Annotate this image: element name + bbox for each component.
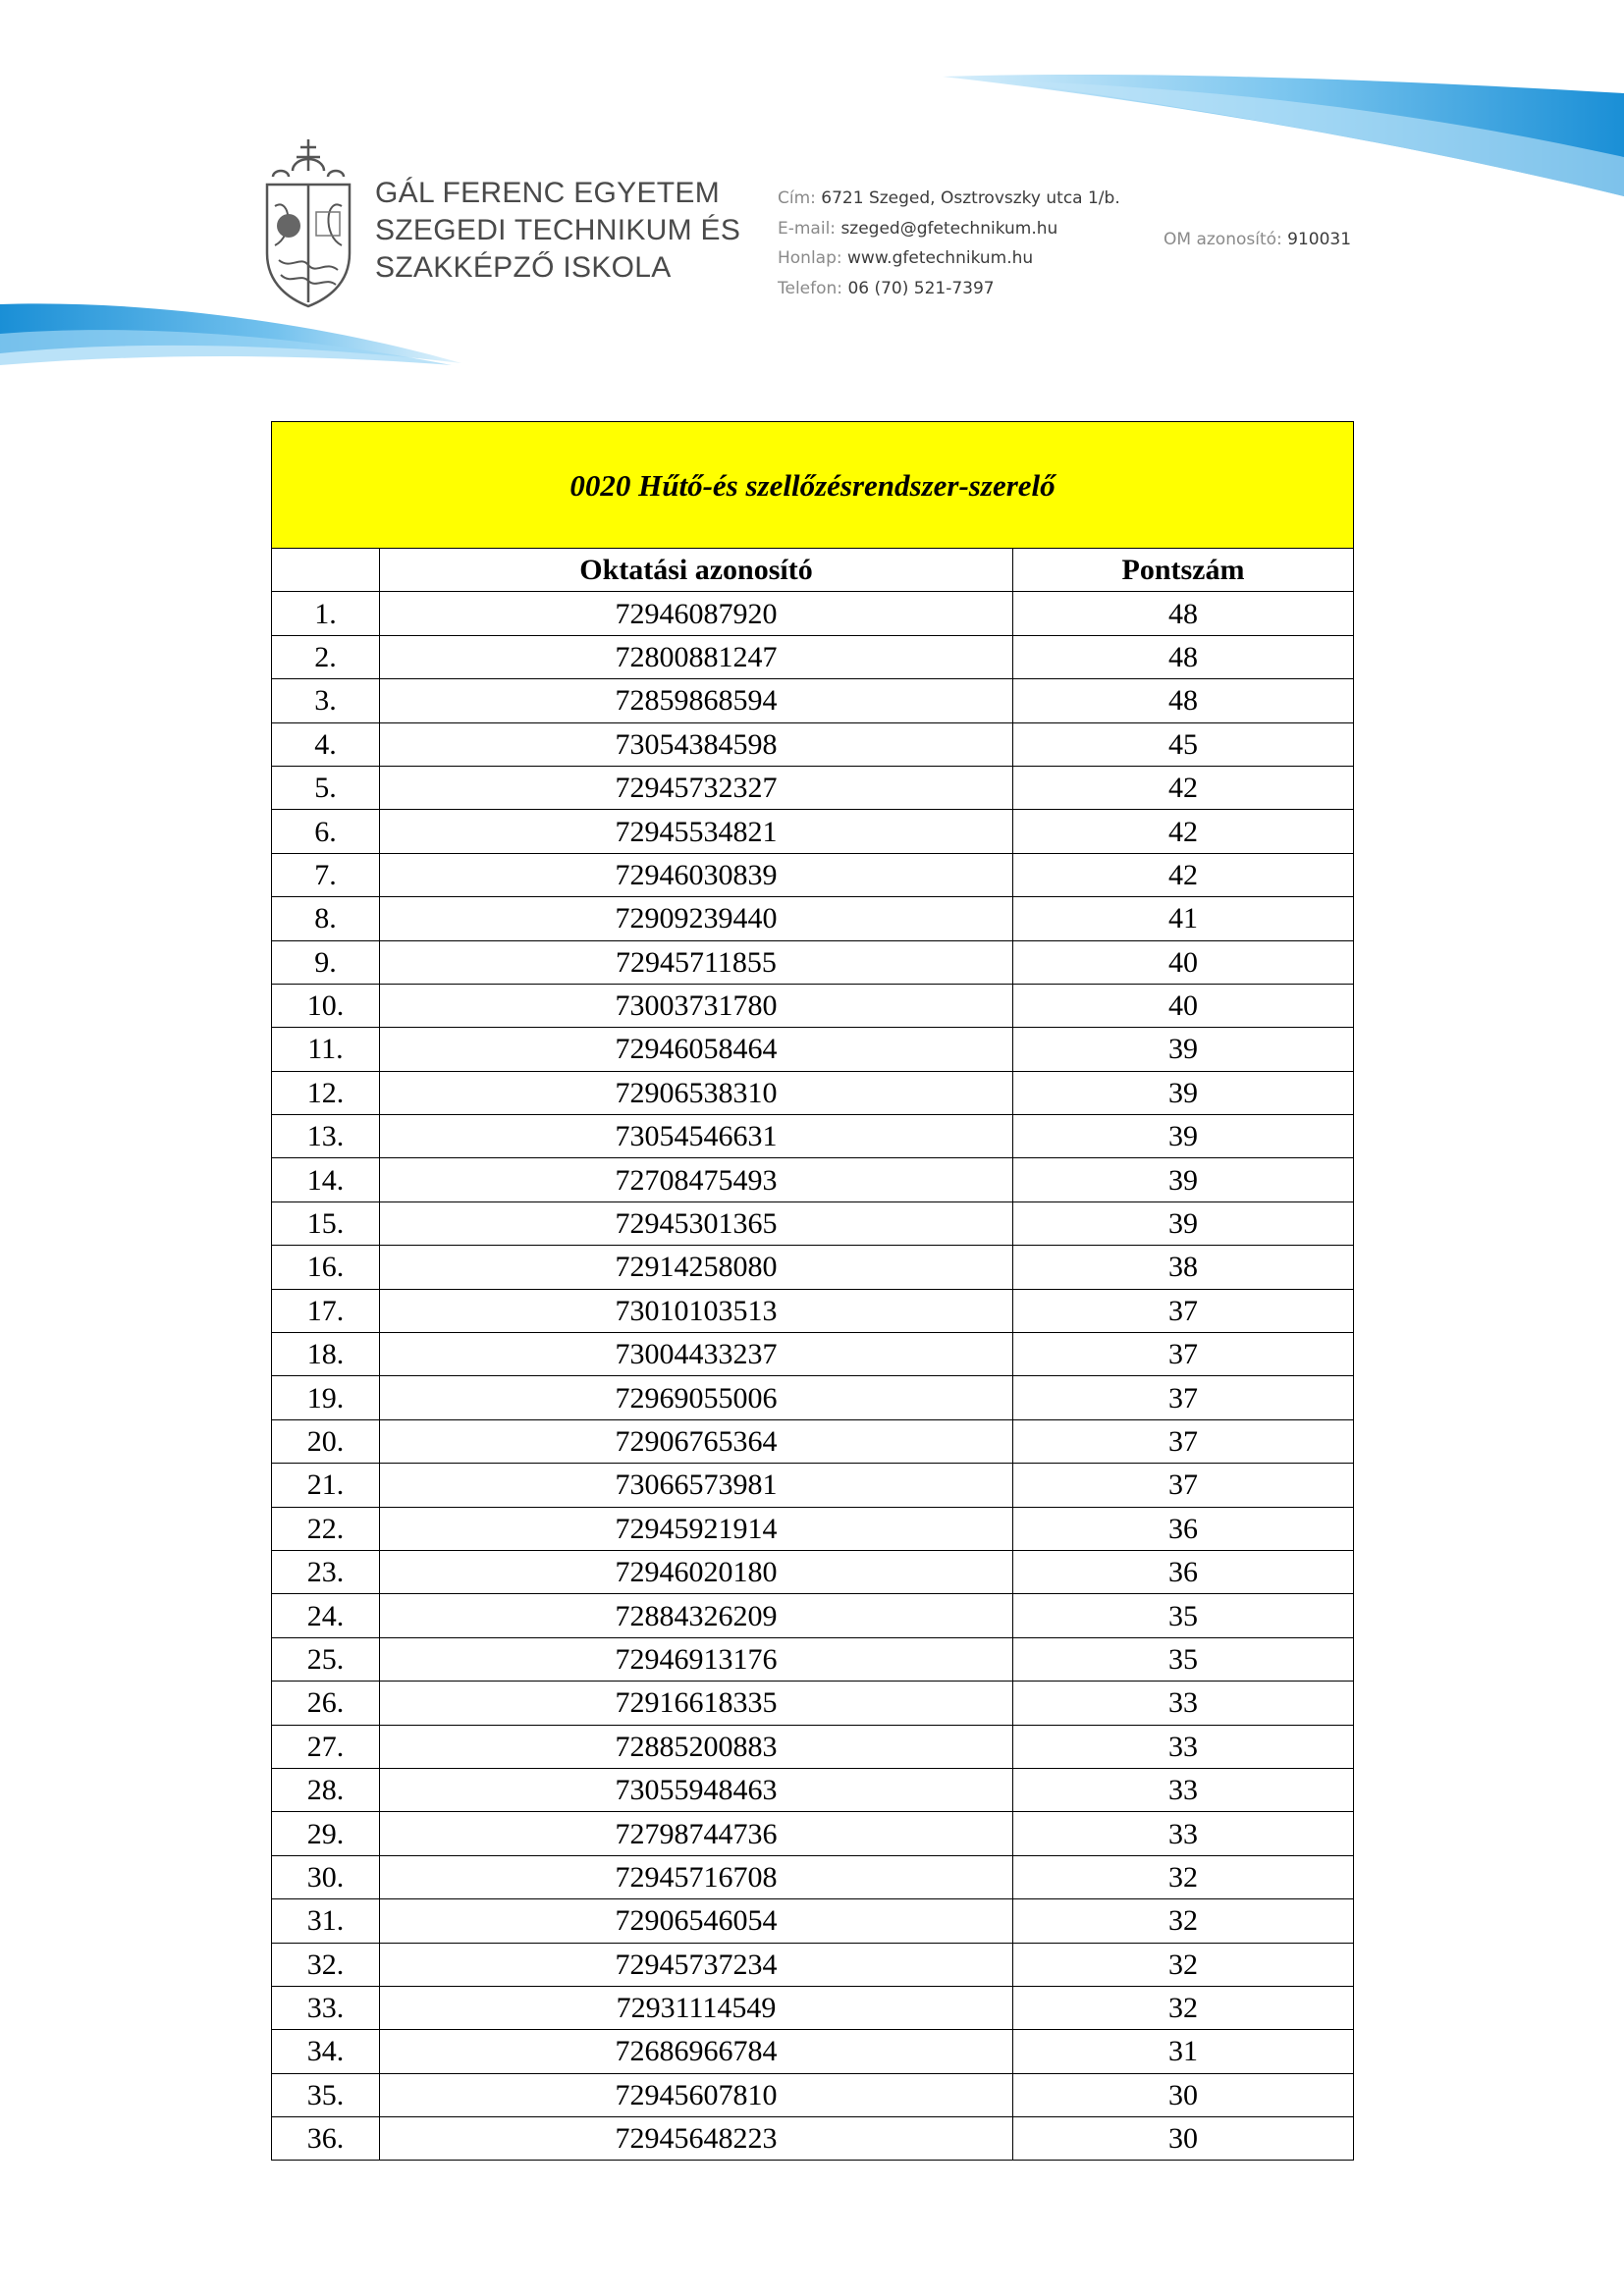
education-id-cell: 72909239440	[380, 897, 1013, 940]
table-row	[272, 1507, 1354, 1550]
education-id-cell: 72945921914	[380, 1507, 1013, 1550]
rank-cell: 36.	[272, 2117, 380, 2161]
education-id-cell: 73004433237	[380, 1333, 1013, 1376]
rank-cell: 34.	[272, 2030, 380, 2073]
table-row	[272, 679, 1354, 722]
rank-cell: 19.	[272, 1376, 380, 1419]
education-id-cell: 72708475493	[380, 1158, 1013, 1201]
table-row	[272, 853, 1354, 896]
table-row	[272, 1333, 1354, 1376]
score-cell: 30	[1013, 2117, 1354, 2161]
score-cell: 36	[1013, 1507, 1354, 1550]
table-row	[272, 1201, 1354, 1245]
education-id-cell: 73054384598	[380, 722, 1013, 766]
education-id-cell: 72945737234	[380, 1943, 1013, 1986]
table-row	[272, 1419, 1354, 1463]
rank-cell: 30.	[272, 1855, 380, 1898]
score-cell: 35	[1013, 1637, 1354, 1681]
rank-cell: 1.	[272, 592, 380, 635]
rank-cell: 6.	[272, 810, 380, 853]
rank-cell: 9.	[272, 940, 380, 984]
table-row	[272, 1943, 1354, 1986]
table-row	[272, 1464, 1354, 1507]
om-identifier: OM azonosító: 910031	[1164, 230, 1352, 249]
score-cell: 36	[1013, 1550, 1354, 1593]
rank-cell: 4.	[272, 722, 380, 766]
education-id-cell: 72945711855	[380, 940, 1013, 984]
table-row	[272, 1768, 1354, 1811]
score-cell: 32	[1013, 1986, 1354, 2029]
rank-cell: 35.	[272, 2073, 380, 2116]
rank-cell: 29.	[272, 1812, 380, 1855]
education-id-cell: 72686966784	[380, 2030, 1013, 2073]
score-cell: 38	[1013, 1246, 1354, 1289]
school-name-line-3: SZAKKÉPZŐ ISKOLA	[375, 251, 672, 284]
table-row	[272, 1899, 1354, 1943]
table-row	[272, 2030, 1354, 2073]
table-row	[272, 1637, 1354, 1681]
table-row	[272, 1115, 1354, 1158]
education-id-cell: 72914258080	[380, 1246, 1013, 1289]
education-id-cell: 72946030839	[380, 853, 1013, 896]
score-cell: 33	[1013, 1682, 1354, 1725]
education-id-cell: 73055948463	[380, 1768, 1013, 1811]
table-row	[272, 940, 1354, 984]
education-id-cell: 72946913176	[380, 1637, 1013, 1681]
education-id-cell: 72859868594	[380, 679, 1013, 722]
score-cell: 40	[1013, 940, 1354, 984]
score-cell: 32	[1013, 1943, 1354, 1986]
education-id-cell: 72946020180	[380, 1550, 1013, 1593]
rank-cell: 2.	[272, 635, 380, 678]
score-cell: 39	[1013, 1115, 1354, 1158]
education-id-cell: 72916618335	[380, 1682, 1013, 1725]
school-crest-logo	[261, 137, 355, 309]
education-id-cell: 72945534821	[380, 810, 1013, 853]
education-id-cell: 72800881247	[380, 635, 1013, 678]
rank-cell: 3.	[272, 679, 380, 722]
score-cell: 39	[1013, 1071, 1354, 1114]
rank-cell: 21.	[272, 1464, 380, 1507]
education-id-cell: 72945301365	[380, 1201, 1013, 1245]
rank-cell: 15.	[272, 1201, 380, 1245]
education-id-cell: 72906765364	[380, 1419, 1013, 1463]
contact-email: E-mail: szeged@gfetechnikum.hu	[778, 218, 1058, 239]
score-cell: 33	[1013, 1725, 1354, 1768]
education-id-cell: 73003731780	[380, 984, 1013, 1027]
score-cell: 48	[1013, 635, 1354, 678]
rank-cell: 31.	[272, 1899, 380, 1943]
score-cell: 32	[1013, 1855, 1354, 1898]
score-cell: 37	[1013, 1464, 1354, 1507]
score-cell: 30	[1013, 2073, 1354, 2116]
table-row	[272, 1594, 1354, 1637]
table-row	[272, 1550, 1354, 1593]
table-row	[272, 1376, 1354, 1419]
score-cell: 48	[1013, 679, 1354, 722]
table-row	[272, 1289, 1354, 1332]
table-row	[272, 1986, 1354, 2029]
score-cell: 35	[1013, 1594, 1354, 1637]
score-cell: 39	[1013, 1158, 1354, 1201]
score-cell: 37	[1013, 1419, 1354, 1463]
education-id-cell: 72946087920	[380, 592, 1013, 635]
score-cell: 37	[1013, 1376, 1354, 1419]
school-name-line-2: SZEGEDI TECHNIKUM ÉS	[375, 214, 741, 246]
table-row	[272, 2073, 1354, 2116]
contact-address: Cím: 6721 Szeged, Osztrovszky utca 1/b.	[778, 188, 1120, 208]
score-cell: 40	[1013, 984, 1354, 1027]
education-id-cell: 72945716708	[380, 1855, 1013, 1898]
table-row	[272, 1028, 1354, 1071]
rank-cell: 23.	[272, 1550, 380, 1593]
rank-cell: 5.	[272, 766, 380, 809]
rank-cell: 32.	[272, 1943, 380, 1986]
education-id-cell: 72945732327	[380, 766, 1013, 809]
score-cell: 39	[1013, 1201, 1354, 1245]
rank-cell: 17.	[272, 1289, 380, 1332]
score-cell: 48	[1013, 592, 1354, 635]
score-cell: 32	[1013, 1899, 1354, 1943]
education-id-cell: 73010103513	[380, 1289, 1013, 1332]
column-header-education-id: Oktatási azonosító	[380, 549, 1013, 592]
rank-cell: 33.	[272, 1986, 380, 2029]
rank-cell: 7.	[272, 853, 380, 896]
rank-cell: 28.	[272, 1768, 380, 1811]
education-id-cell: 72945607810	[380, 2073, 1013, 2116]
rank-cell: 16.	[272, 1246, 380, 1289]
education-id-cell: 72798744736	[380, 1812, 1013, 1855]
table-row	[272, 1071, 1354, 1114]
rank-cell: 12.	[272, 1071, 380, 1114]
education-id-cell: 72906538310	[380, 1071, 1013, 1114]
score-cell: 42	[1013, 766, 1354, 809]
table-row	[272, 1682, 1354, 1725]
table-row	[272, 897, 1354, 940]
rank-cell: 20.	[272, 1419, 380, 1463]
education-id-cell: 72906546054	[380, 1899, 1013, 1943]
score-cell: 31	[1013, 2030, 1354, 2073]
table-row	[272, 2117, 1354, 2161]
results-body	[272, 592, 1354, 2161]
school-name-line-1: GÁL FERENC EGYETEM	[375, 177, 721, 209]
contact-phone: Telefon: 06 (70) 521-7397	[778, 278, 995, 298]
rank-cell: 27.	[272, 1725, 380, 1768]
score-cell: 42	[1013, 810, 1354, 853]
education-id-cell: 72945648223	[380, 2117, 1013, 2161]
score-cell: 33	[1013, 1768, 1354, 1811]
education-id-cell: 72946058464	[380, 1028, 1013, 1071]
score-cell: 37	[1013, 1289, 1354, 1332]
rank-cell: 22.	[272, 1507, 380, 1550]
table-row	[272, 1855, 1354, 1898]
rank-cell: 11.	[272, 1028, 380, 1071]
education-id-cell: 72884326209	[380, 1594, 1013, 1637]
column-header-rank	[272, 549, 380, 592]
table-row	[272, 984, 1354, 1027]
rank-cell: 14.	[272, 1158, 380, 1201]
score-cell: 42	[1013, 853, 1354, 896]
table-row	[272, 592, 1354, 635]
score-cell: 45	[1013, 722, 1354, 766]
table-row	[272, 1812, 1354, 1855]
education-id-cell: 72931114549	[380, 1986, 1013, 2029]
column-header-score: Pontszám	[1013, 549, 1354, 592]
score-cell: 39	[1013, 1028, 1354, 1071]
table-row	[272, 1725, 1354, 1768]
table-title: 0020 Hűtő-és szellőzésrendszer-szerelő	[272, 422, 1354, 549]
education-id-cell: 73054546631	[380, 1115, 1013, 1158]
table-row	[272, 722, 1354, 766]
contact-website: Honlap: www.gfetechnikum.hu	[778, 248, 1034, 268]
table-row	[272, 635, 1354, 678]
rank-cell: 18.	[272, 1333, 380, 1376]
score-cell: 33	[1013, 1812, 1354, 1855]
rank-cell: 13.	[272, 1115, 380, 1158]
education-id-cell: 72885200883	[380, 1725, 1013, 1768]
school-name	[375, 175, 740, 287]
table-row	[272, 1158, 1354, 1201]
table-row	[272, 1246, 1354, 1289]
education-id-cell: 72969055006	[380, 1376, 1013, 1419]
rank-cell: 26.	[272, 1682, 380, 1725]
score-cell: 41	[1013, 897, 1354, 940]
rank-cell: 25.	[272, 1637, 380, 1681]
rank-cell: 10.	[272, 984, 380, 1027]
results-table	[271, 421, 1354, 2161]
table-row	[272, 810, 1354, 853]
rank-cell: 8.	[272, 897, 380, 940]
education-id-cell: 73066573981	[380, 1464, 1013, 1507]
score-cell: 37	[1013, 1333, 1354, 1376]
rank-cell: 24.	[272, 1594, 380, 1637]
table-row	[272, 766, 1354, 809]
contact-info	[778, 184, 1120, 303]
